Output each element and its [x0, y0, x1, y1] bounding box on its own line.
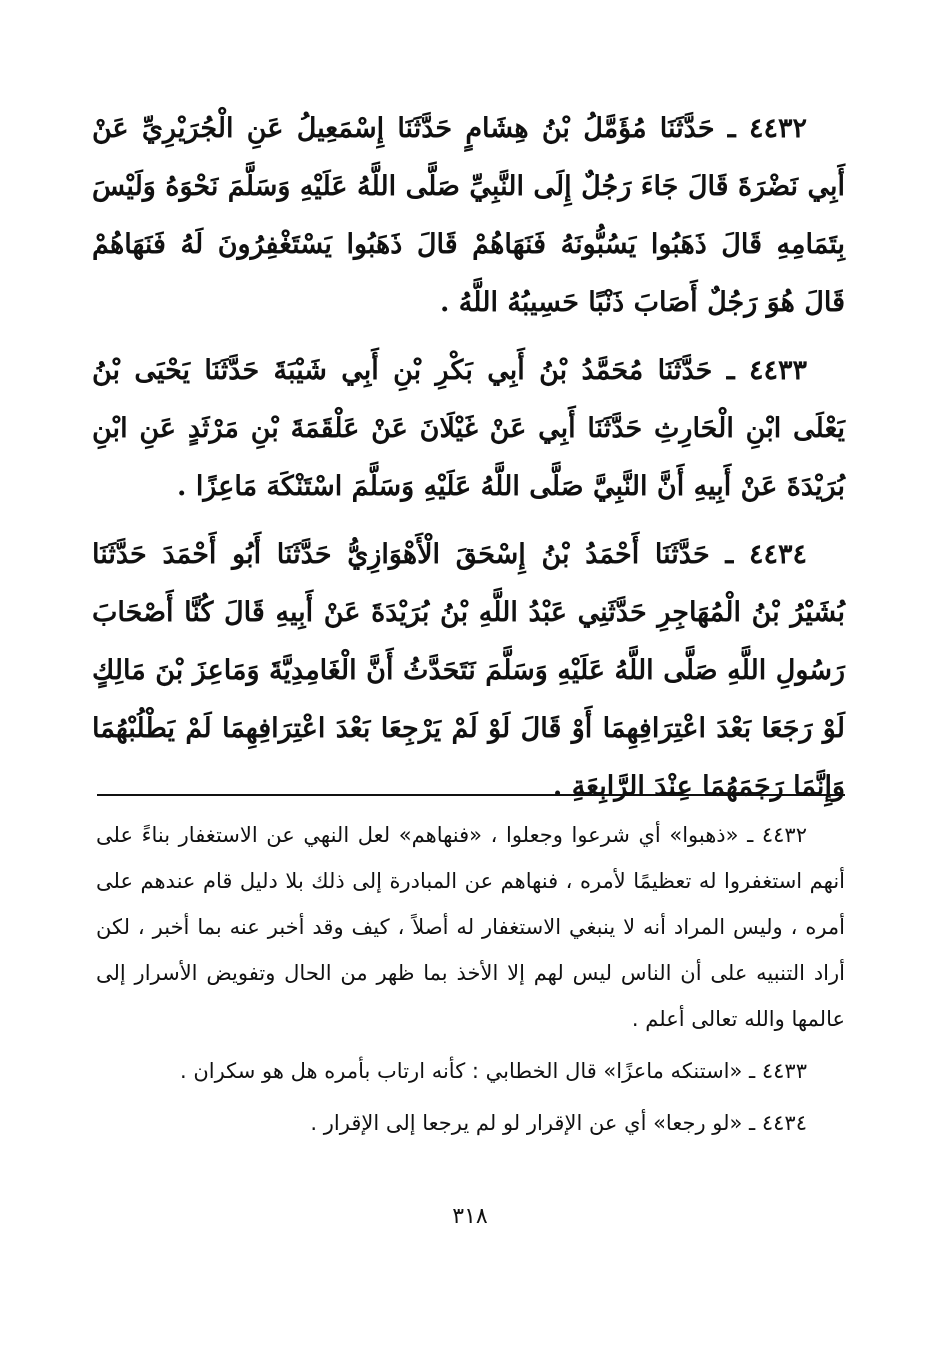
hadith-4432: ٤٤٣٢ ـ حَدَّثَنَا مُؤَمَّلُ بْنُ هِشَامٍ حَدَّثَنَا إِسْمَعِيلُ عَنِ الْجُرَيْرِيِّ عَنْ أَبِي نَضْرَةَ قَالَ جَاءَ رَجُلٌ إِلَى النَّبِيِّ صَلَّى اللَّهُ عَلَيْهِ وَسَلَّمَ نَحْوَهُ وَلَيْسَ بِتَمَامِهِ قَالَ ذَهَبُوا يَسُبُّونَهُ فَنَهَاهُمْ قَالَ ذَهَبُوا يَسْتَغْفِرُونَ لَهُ فَنَهَاهُمْ قَالَ هُوَ رَجُلٌ أَصَابَ ذَنْبًا حَسِيبُهُ اللَّهُ . [92, 113, 845, 318]
footnote-4432: ٤٤٣٢ ـ «ذهبوا» أي شرعوا وجعلوا ، «فنهاهم» لعل النهي عن الاستغفار بناءً على أنهم استغفروا له تعظيمًا لأمره ، فنهاهم عن المبادرة إلى ذلك بلا دليل قام عندهم على أمره ، وليس المراد أنه لا ينبغي الاستغفار له أصلاً ، كيف وقد أخبر عنه بما أخبر ، لكن أراد التنبيه على أن الناس ليس لهم إلا الأخذ بما ظهر من الحال وتفويض الأسرار إلى عالمها والله تعالى أعلم . [96, 823, 845, 1031]
page-number: ٣١٨ [452, 1204, 488, 1229]
hadith-text-block [92, 100, 845, 826]
hadith-4433: ٤٤٣٣ ـ حَدَّثَنَا مُحَمَّدُ بْنُ أَبِي بَكْرِ بْنِ أَبِي شَيْبَةَ حَدَّثَنَا يَحْيَى بْنُ يَعْلَى ابْنِ الْحَارِثِ حَدَّثَنَا أَبِي عَنْ غَيْلَانَ عَنْ عَلْقَمَةَ بْنِ مَرْثَدٍ عَنِ ابْنِ بُرَيْدَةَ عَنْ أَبِيهِ أَنَّ النَّبِيَّ صَلَّى اللَّهُ عَلَيْهِ وَسَلَّمَ اسْتَنْكَهَ مَاعِزًا . [92, 355, 845, 502]
footnote-4434: ٤٤٣٤ ـ «لو رجعا» أي عن الإقرار لو لم يرجعا إلى الإقرار . [310, 1111, 807, 1135]
footnotes-block [96, 812, 845, 1152]
footnote-divider [97, 794, 845, 796]
hadith-4434: ٤٤٣٤ ـ حَدَّثَنَا أَحْمَدُ بْنُ إِسْحَقَ الْأَهْوَازِيُّ حَدَّثَنَا أَبُو أَحْمَدَ حَدَّثَنَا بُشَيْرُ بْنُ الْمُهَاجِرِ حَدَّثَنِي عَبْدُ اللَّهِ بْنُ بُرَيْدَةَ عَنْ أَبِيهِ قَالَ كُنَّا أَصْحَابَ رَسُولِ اللَّهِ صَلَّى اللَّهُ عَلَيْهِ وَسَلَّمَ نَتَحَدَّثُ أَنَّ الْغَامِدِيَّةَ وَمَاعِزَ بْنَ مَالِكٍ لَوْ رَجَعَا بَعْدَ اعْتِرَافِهِمَا أَوْ قَالَ لَوْ لَمْ يَرْجِعَا بَعْدَ اعْتِرَافِهِمَا لَمْ يَطْلُبْهُمَا وَإِنَّمَا رَجَمَهُمَا عِنْدَ الرَّابِعَةِ . [92, 539, 845, 802]
footnote-4433: ٤٤٣٣ ـ «استنكه ماعزًا» قال الخطابي : كأنه ارتاب بأمره هل هو سكران . [179, 1059, 807, 1083]
